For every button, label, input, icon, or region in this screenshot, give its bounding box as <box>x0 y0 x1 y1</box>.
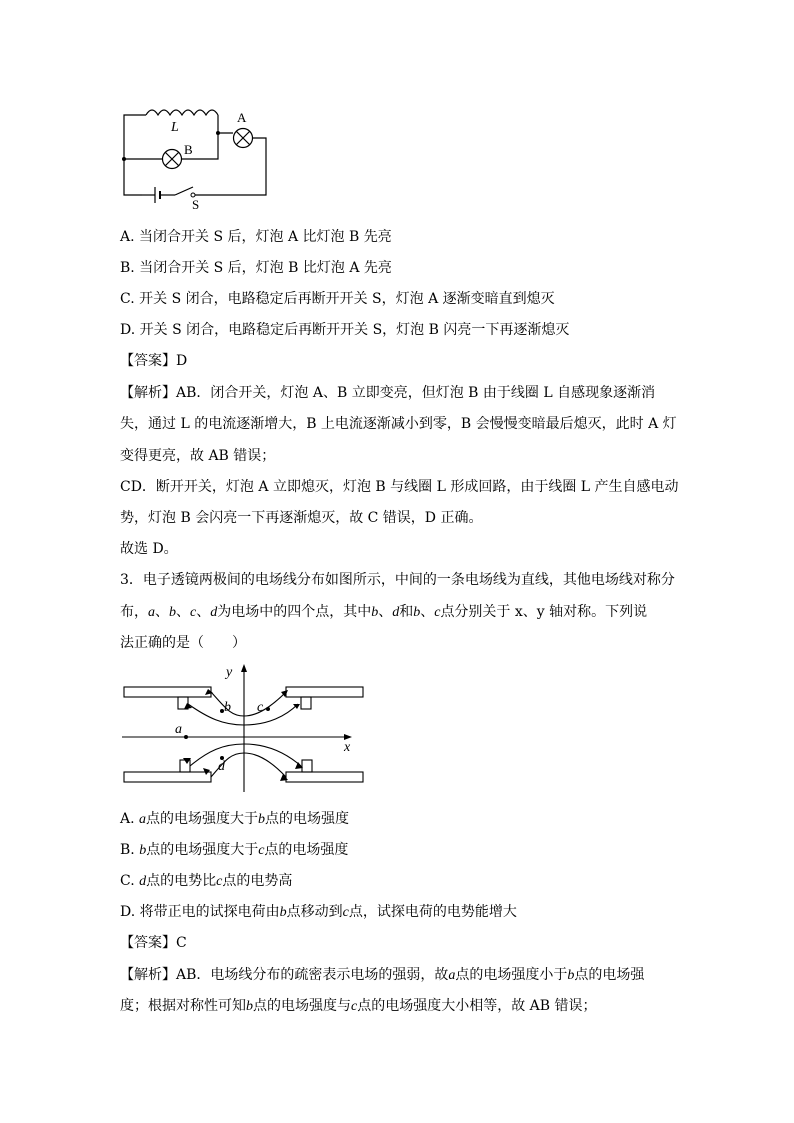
q3-stem-line-1: 3．电子透镜两极间的电场线分布如图所示，中间的一条电场线为直线，其他电场线对称分 <box>120 572 675 588</box>
q2-analysis-line-2: 失，通过 L 的电流逐渐增大，B 上电流逐渐减小到零，B 会慢慢变暗最后熄灭，此时 A 灯 <box>120 416 677 432</box>
q2-analysis-line-1: 【解析】AB．闭合开关，灯泡 A、B 立即变亮，但灯泡 B 由于线圈 L 自感现象逐渐消 <box>120 385 656 401</box>
electron-lens-diagram <box>118 660 368 794</box>
point-a-label: a <box>175 722 182 737</box>
point-c-label: c <box>257 700 264 715</box>
q2-option-d: D. 开关 S 闭合，电路稳定后再断开开关 S，灯泡 B 闪亮一下再逐渐熄灭 <box>120 322 570 338</box>
q3-analysis-line-1: 【解析】AB．电场线分布的疏密表示电场的强弱，故a点的电场强度小于b点的电场强 <box>120 967 645 983</box>
x-axis-label: x <box>344 740 351 755</box>
q3-answer: 【答案】C <box>120 935 187 951</box>
q3-stem-line-2: 布，a、b、c、d为电场中的四个点，其中b、d和b、c点分别关于 x、y 轴对称。下列说 <box>120 604 648 620</box>
q2-option-b: B. 当闭合开关 S 后，灯泡 B 比灯泡 A 先亮 <box>120 260 392 276</box>
q3-option-d: D. 将带正电的试探电荷由b点移动到c点，试探电荷的电势能增大 <box>120 904 517 920</box>
q2-analysis-line-5: 势，灯泡 B 会闪亮一下再逐渐熄灭，故 C 错误，D 正确。 <box>120 510 483 526</box>
q2-answer: 【答案】D <box>120 353 188 369</box>
label-L: L <box>171 120 179 135</box>
circuit-diagram <box>115 98 275 213</box>
q2-option-c: C. 开关 S 闭合，电路稳定后再断开开关 S，灯泡 A 逐渐变暗直到熄灭 <box>120 291 555 307</box>
label-A: A <box>237 110 247 125</box>
q2-option-a: A. 当闭合开关 S 后，灯泡 A 比灯泡 B 先亮 <box>120 229 392 245</box>
q3-stem-line-3: 法正确的是（ ） <box>120 635 246 651</box>
q2-conclusion: 故选 D。 <box>120 541 178 557</box>
y-axis-label: y <box>226 665 233 680</box>
q3-option-a: A. a点的电场强度大于b点的电场强度 <box>120 811 350 827</box>
label-S: S <box>192 197 200 212</box>
q2-analysis-line-4: CD．断开开关，灯泡 A 立即熄灭，灯泡 B 与线圈 L 形成回路，由于线圈 L 产生自感电动 <box>120 479 679 495</box>
point-b-label: b <box>224 700 231 715</box>
q3-analysis-line-2: 度；根据对称性可知b点的电场强度与c点的电场强度大小相等，故 AB 错误； <box>120 998 597 1014</box>
q2-analysis-line-3: 变得更亮，故 AB 错误； <box>120 448 276 464</box>
point-d-label: d <box>218 759 225 774</box>
q3-option-c: C. d点的电势比c点的电势高 <box>120 873 293 889</box>
label-B: B <box>184 142 193 157</box>
q3-option-b: B. b点的电场强度大于c点的电场强度 <box>120 842 349 858</box>
